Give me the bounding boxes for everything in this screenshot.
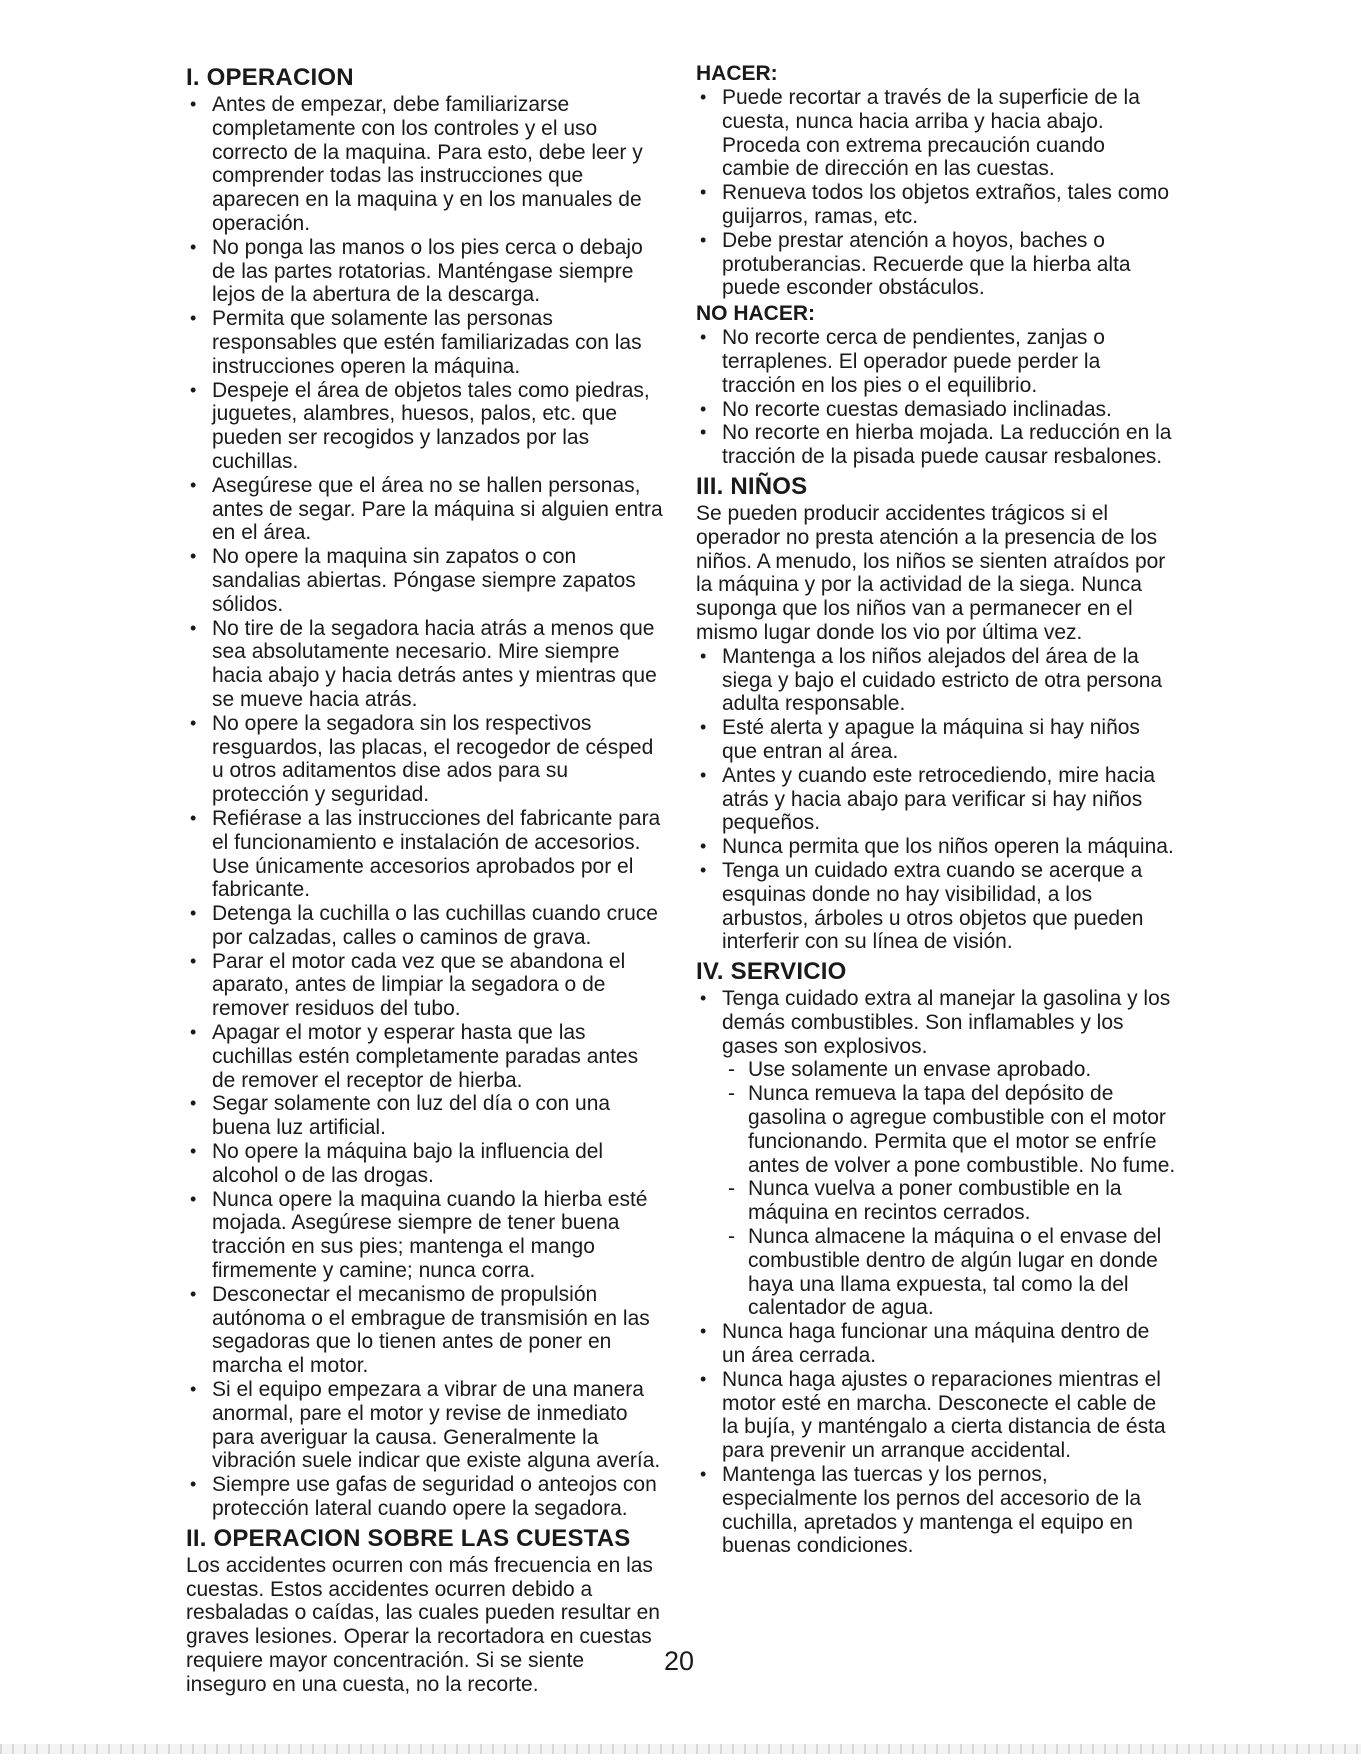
list-item: • Refiérase a las instrucciones del fabricante para el funcionamiento e instalación de accesorios. Use únicamente accesorios aprobados por el fabricante. (186, 807, 666, 902)
list-item: • Asegúrese que el área no se hallen personas, antes de segar. Pare la máquina si alguien entra en el área. (186, 474, 666, 545)
section-heading-ninos: III. NIÑOS (696, 472, 808, 500)
list-item: • Antes de empezar, debe familiarizarse completamente con los controles y el uso correcto de la maquina. Para esto, debe leer y comprender todas las instrucciones que aparecen en la maquina y en los manuales de operación. (186, 93, 666, 236)
list-item: • Detenga la cuchilla o las cuchillas cuando cruce por calzadas, calles o caminos de grava. (186, 902, 666, 950)
section-heading-servicio: IV. SERVICIO (696, 958, 847, 986)
list-item: • No ponga las manos o los pies cerca o debajo de las partes rotatorias. Manténgase siempre lejos de la abertura de la descarga. (186, 236, 666, 307)
sub-list-item: - Use solamente un envase aprobado. (722, 1058, 1178, 1082)
list-item: • Esté alerta y apague la máquina si hay niños que entran al área. (696, 716, 1178, 764)
list-item: • Antes y cuando este retrocediendo, mire hacia atrás y hacia abajo para verificar si hay niños pequeños. (696, 764, 1178, 835)
list-item: • No opere la máquina bajo la influencia del alcohol o de las drogas. (186, 1140, 666, 1188)
sub-list-item: - Nunca almacene la máquina o el envase del combustible dentro de algún lugar en donde haya una llama expuesta, tal como la del calentador de agua. (722, 1225, 1178, 1320)
scan-edge-rule (0, 1744, 1361, 1754)
hacer-list (696, 86, 1178, 300)
list-item: • Despeje el área de objetos tales como piedras, juguetes, alambres, huesos, palos, etc. que pueden ser recogidos y lanzados por las cuchillas. (186, 379, 666, 474)
list-item: • Mantenga a los niños alejados del área de la siega y bajo el cuidado estricto de otra persona adulta responsable. (696, 645, 1178, 716)
list-item: • Permita que solamente las personas responsables que estén familiarizadas con las instrucciones operen la máquina. (186, 307, 666, 378)
servicio-sub-list (722, 1058, 1178, 1320)
list-item: • Segar solamente con luz del día o con una buena luz artificial. (186, 1092, 666, 1140)
sub-list-item: - Nunca vuelva a poner combustible en la máquina en recintos cerrados. (722, 1177, 1178, 1225)
operacion-list (186, 93, 666, 1521)
ninos-intro: Se pueden producir accidentes trágicos si el operador no presta atención a la presencia de los niños. A menudo, los niños se sienten atraídos por la máquina y por la actividad de la siega. Nunca suponga que los niños van a permanecer en el mismo lugar donde los vio por última vez. (696, 501, 1166, 644)
list-item: • No recorte en hierba mojada. La reducción en la tracción de la pisada puede causar resbalones. (696, 421, 1178, 469)
list-item: • No opere la maquina sin zapatos o con sandalias abiertas. Póngase siempre zapatos sólidos. (186, 545, 666, 616)
section-heading-cuestas: II. OPERACION SOBRE LAS CUESTAS (186, 1524, 631, 1552)
left-column (186, 60, 666, 1697)
list-item: • Nunca opere la maquina cuando la hierba esté mojada. Asegúrese siempre de tener buena tracción en sus pies; mantenga el mango firmemente y camine; nunca corra. (186, 1188, 666, 1283)
servicio-list (696, 987, 1178, 1558)
list-item: • No opere la segadora sin los respectivos resguardos, las placas, el recogedor de césped u otros aditamentos dise ados para su protección y seguridad. (186, 712, 666, 807)
hacer-heading: HACER: (696, 62, 778, 85)
list-item: • Parar el motor cada vez que se abandona el aparato, antes de limpiar la segadora o de remover residuos del tubo. (186, 950, 666, 1021)
list-item: • Tenga un cuidado extra cuando se acerque a esquinas donde no hay visibilidad, a los arbustos, árboles u otros objetos que pueden interferir con su línea de visión. (696, 859, 1178, 954)
list-item: • No tire de la segadora hacia atrás a menos que sea absolutamente necesario. Mire siempre hacia abajo y hacia detrás antes y mientras que se mueve hacia atrás. (186, 617, 666, 712)
list-item: • Si el equipo empezara a vibrar de una manera anormal, pare el motor y revise de inmediato para averiguar la causa. Generalmente la vibración suele indicar que existe alguna avería. (186, 1378, 666, 1473)
no-hacer-heading: NO HACER: (696, 302, 815, 326)
list-item: • Debe prestar atención a hoyos, baches o protuberancias. Recuerde que la hierba alta puede esconder obstáculos. (696, 229, 1178, 300)
list-item: • Siempre use gafas de seguridad o anteojos con protección lateral cuando opere la segadora. (186, 1473, 666, 1521)
section-heading-operacion: I. OPERACION (186, 64, 354, 91)
sub-list-item: - Nunca remueva la tapa del depósito de gasolina o agregue combustible con el motor funcionando. Permita que el motor se enfríe antes de volver a pone combustible. No fume. (722, 1082, 1178, 1177)
list-item: • Desconectar el mecanismo de propulsión autónoma o el embrague de transmisión en las segadoras que lo tienen antes de poner en marcha el motor. (186, 1283, 666, 1378)
list-item: • No recorte cuestas demasiado inclinadas. (696, 398, 1178, 422)
list-item: • No recorte cerca de pendientes, zanjas o terraplenes. El operador puede perder la tracción en los pies o el equilibrio. (696, 326, 1178, 397)
list-item (696, 987, 1178, 1320)
list-item: • Puede recortar a través de la superficie de la cuesta, nunca hacia arriba y hacia abajo. Proceda con extrema precaución cuando cambie de dirección en las cuestas. (696, 86, 1178, 181)
page-number: 20 (664, 1646, 695, 1676)
list-item: • Nunca haga ajustes o reparaciones mientras el motor esté en marcha. Desconecte el cable de la bujía, y manténgalo a cierta distancia de ésta para prevenir un arranque accidental. (696, 1368, 1178, 1463)
no-hacer-list (696, 326, 1178, 469)
cuestas-intro: Los accidentes ocurren con más frecuencia en las cuestas. Estos accidentes ocurren debido a resbaladas o caídas, las cuales pueden resultar en graves lesiones. Operar la recortadora en cuestas requiere mayor concentración. Si se siente inseguro en una cuesta, no la recorte. (186, 1553, 660, 1696)
list-item: • Mantenga las tuercas y los pernos, especialmente los pernos del accesorio de la cuchilla, apretados y mantenga el equipo en buenas condiciones. (696, 1463, 1178, 1558)
list-item: • Nunca permita que los niños operen la máquina. (696, 835, 1178, 859)
list-item: • Nunca haga funcionar una máquina dentro de un área cerrada. (696, 1320, 1178, 1368)
list-item: • Renueva todos los objetos extraños, tales como guijarros, ramas, etc. (696, 181, 1178, 229)
servicio-item-text: Tenga cuidado extra al manejar la gasolina y los demás combustibles. Son inflamables y los gases son explosivos. (722, 987, 1171, 1058)
right-column (696, 60, 1178, 1560)
list-item: • Apagar el motor y esperar hasta que las cuchillas estén completamente paradas antes de remover el receptor de hierba. (186, 1021, 666, 1092)
ninos-list (696, 645, 1178, 954)
